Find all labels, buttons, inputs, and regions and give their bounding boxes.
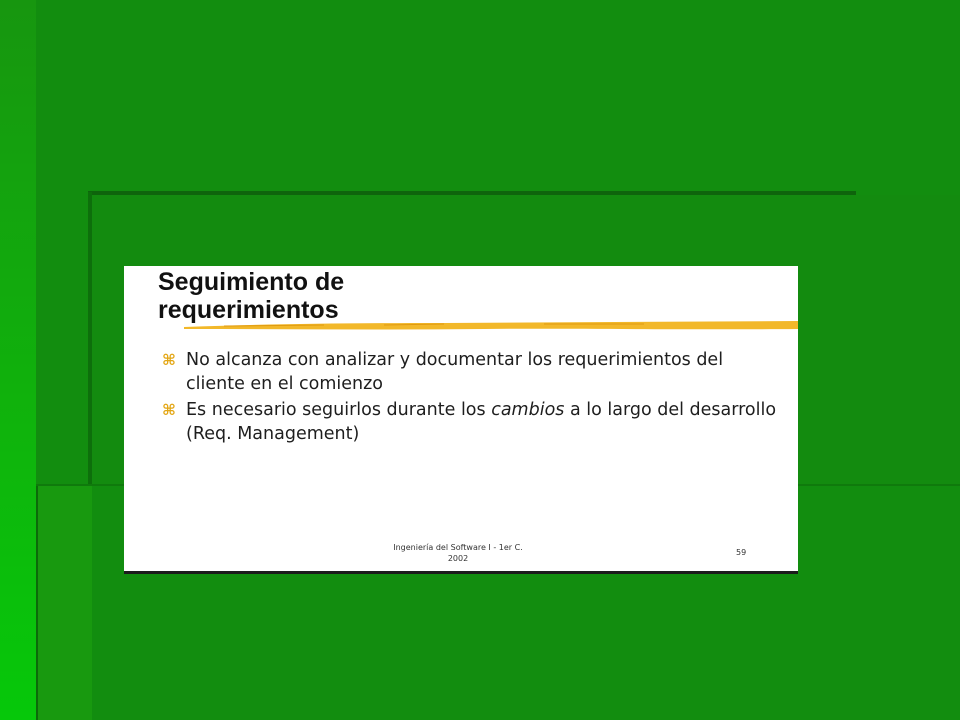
- background-lower-left-panel: [36, 484, 92, 720]
- bullet-text-before: Es necesario seguirlos durante los: [186, 400, 492, 420]
- bullet-text: No alcanza con analizar y documentar los requerimientos del cliente en el comienzo: [186, 350, 724, 394]
- title-underline-stroke: [184, 318, 798, 332]
- bullet-emphasis: cambios: [491, 400, 565, 420]
- bullet-item: [162, 398, 782, 446]
- slide-title-line-2: requerimientos: [158, 296, 339, 324]
- slide-image: [124, 266, 798, 574]
- background-left-strip: [0, 0, 36, 720]
- bullet-icon: ⌘: [162, 401, 176, 419]
- background-top-line: [88, 191, 856, 195]
- bullet-text-after: a lo largo del desarrollo (Req. Management): [186, 400, 777, 444]
- bullet-icon: ⌘: [162, 351, 176, 369]
- footer-year: 2002: [447, 554, 469, 563]
- slide-footer: [338, 542, 578, 564]
- slide-title-line-1: Seguimiento de: [158, 268, 345, 296]
- slide-title: [158, 268, 758, 324]
- bullet-item: [162, 348, 782, 396]
- page-number: 59: [736, 548, 747, 557]
- footer-course: Ingeniería del Software I - 1er C.: [393, 543, 523, 552]
- bullet-list: [162, 348, 782, 448]
